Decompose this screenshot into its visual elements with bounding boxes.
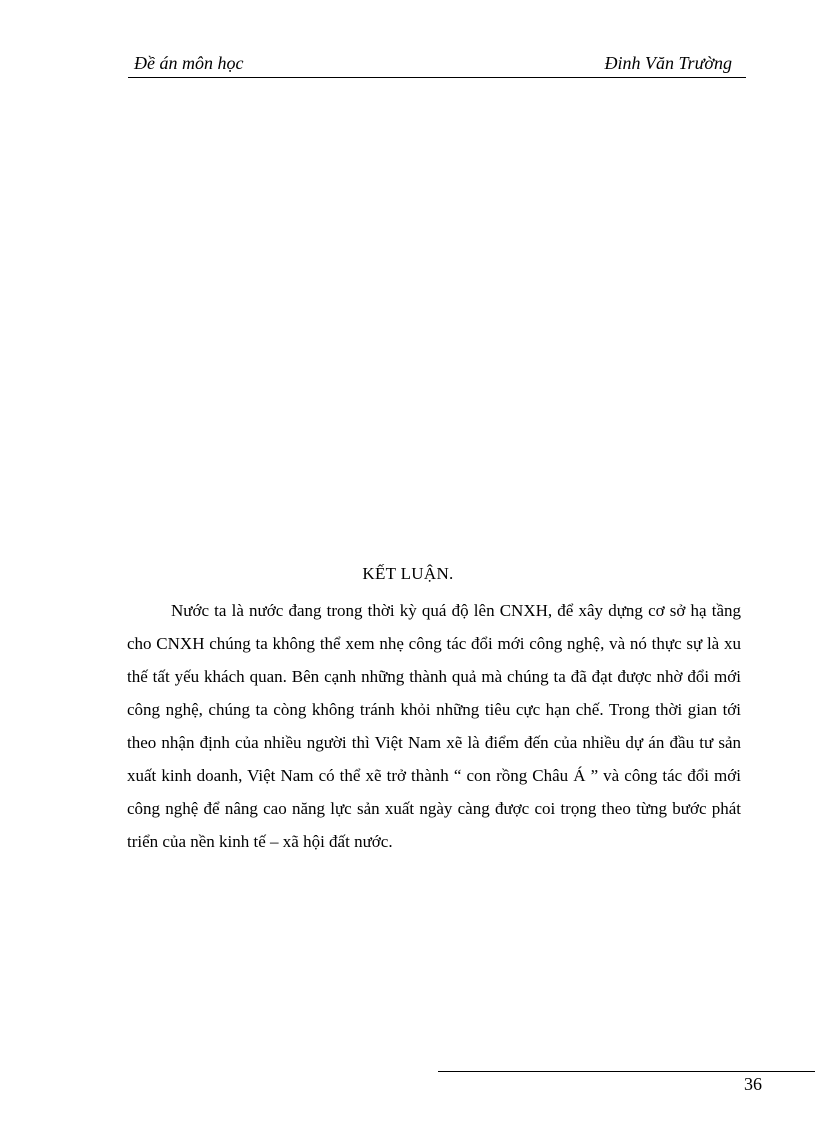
page-header: [128, 52, 746, 78]
page-number: 36: [744, 1074, 762, 1094]
footer-divider: [438, 1071, 815, 1072]
conclusion-paragraph: Nước ta là nước đang trong thời kỳ quá độ lên CNXH, để xây dựng cơ sở hạ tầng cho CNXH chúng ta không thể xem nhẹ công tác đổi mới công nghệ, và nó thực sự là xu thế tất yếu khách quan. Bên cạnh những thành quả mà chúng ta đã đạt được nhờ đổi mới công nghệ, chúng ta còng không tránh khỏi những tiêu cực hạn chế. Trong thời gian tới theo nhận định của nhiều người thì Việt Nam xẽ là điểm đến của nhiều dự án đầu tư sản xuất kinh doanh, Việt Nam có thể xẽ trở thành “ con rồng Châu Á ” và công tác đổi mới công nghệ để nâng cao năng lực sản xuất ngày càng được coi trọng theo từng bước phát triển của nền kinh tế – xã hội đất nước.: [127, 601, 741, 851]
header-author-name: Đinh Văn Trường: [604, 53, 732, 73]
section-title: KẾT LUẬN.: [362, 564, 454, 583]
header-course-title: Đề án môn học: [134, 53, 244, 73]
